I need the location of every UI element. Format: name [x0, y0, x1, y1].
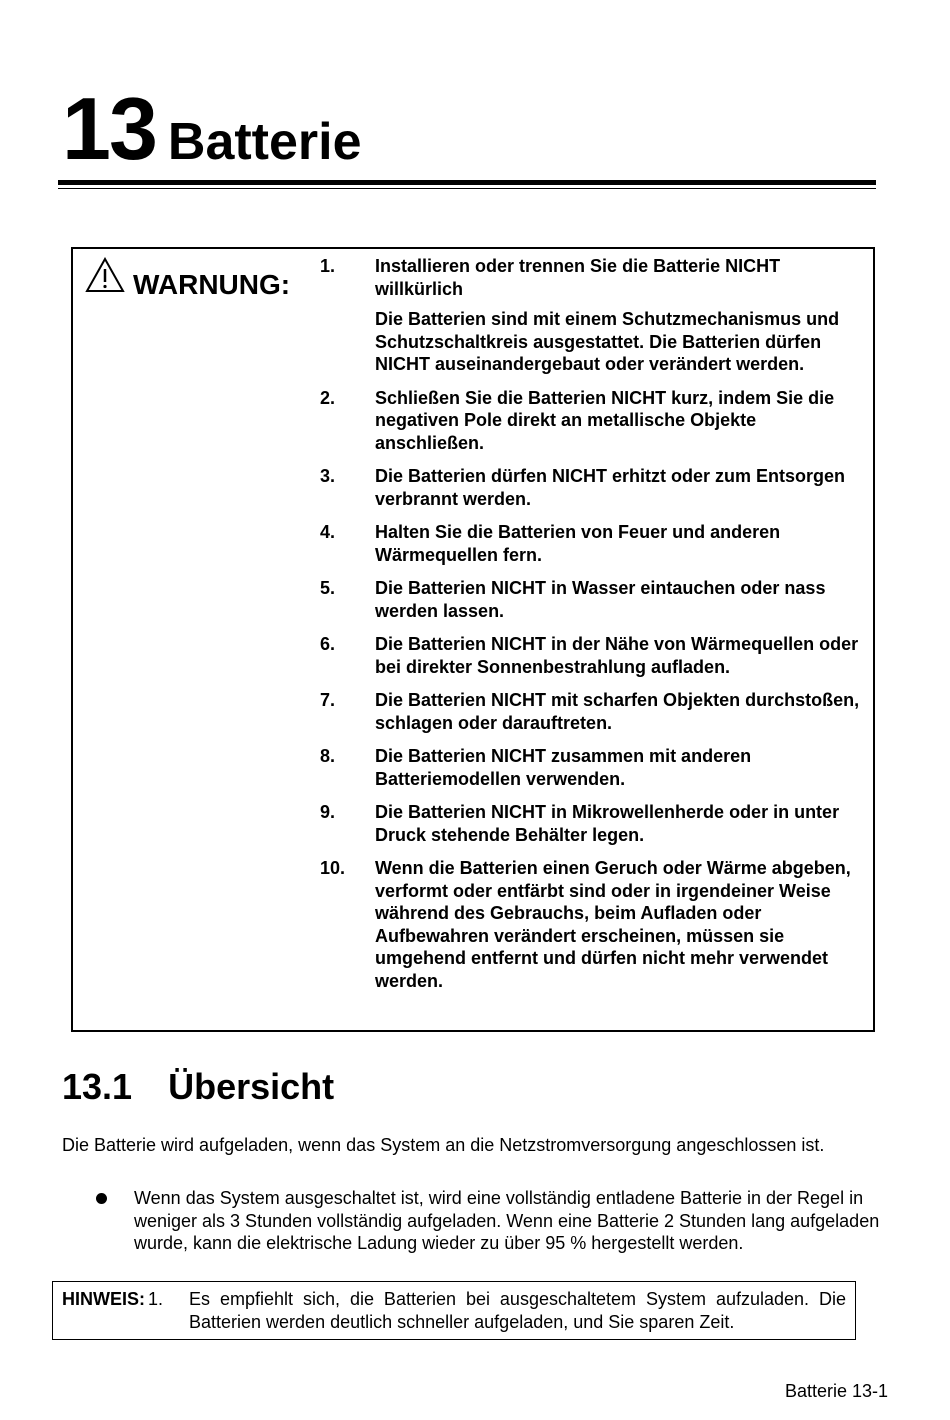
warning-item-text: Die Batterien dürfen NICHT erhitzt oder zum Entsorgen verbrannt werden. — [375, 466, 846, 509]
warning-item-number: 4. — [320, 522, 336, 542]
warning-item-text: Halten Sie die Batterien von Feuer und anderen Wärmequellen fern. — [375, 522, 781, 565]
note-number: 1. — [148, 1289, 164, 1309]
warning-box — [71, 247, 875, 1032]
section-title: Übersicht — [168, 1066, 335, 1107]
warning-item-text: Schließen Sie die Batterien NICHT kurz, indem Sie die negativen Pole direkt an metallische Objekte anschließen. — [375, 387, 835, 453]
warning-item — [320, 255, 860, 376]
warning-item — [320, 745, 860, 790]
intro-paragraph: Die Batterie wird aufgeladen, wenn das System an die Netzstromversorgung angeschlossen ist. — [62, 1135, 825, 1155]
column-divider-tick — [310, 1030, 364, 1031]
warning-item — [320, 577, 860, 622]
chapter-title: Batterie — [167, 113, 362, 171]
warning-item-number: 9. — [320, 802, 336, 822]
warning-item-text: Installieren oder trennen Sie die Batterie NICHT willkürlich — [375, 256, 781, 299]
warning-item-number: 3. — [320, 466, 336, 486]
warning-label — [85, 257, 291, 300]
warning-list — [320, 255, 860, 1003]
warning-triangle-icon — [85, 257, 125, 293]
warning-item-number: 8. — [320, 746, 336, 766]
note-text: Es empfiehlt sich, die Batterien bei ausgeschaltetem System aufzuladen. Die Batterien werden deutlich schneller aufgeladen, und Sie sparen Zeit. — [189, 1289, 846, 1332]
warning-item-number: 7. — [320, 690, 336, 710]
bullet-dot-icon — [96, 1193, 107, 1204]
chapter-number: 13 — [62, 79, 156, 178]
warning-item-text: Die Batterien NICHT in Wasser eintauchen oder nass werden lassen. — [375, 578, 826, 621]
warning-item — [320, 387, 860, 455]
warning-item-text: Die Batterien NICHT in der Nähe von Wärmequellen oder bei direkter Sonnenbestrahlung aufladen. — [375, 634, 859, 677]
warning-item-detail: Die Batterien sind mit einem Schutzmechanismus und Schutzschaltkreis ausgestattet. Die Batterien dürfen NICHT auseinandergebaut oder verändert werden. — [375, 309, 840, 374]
warning-item — [320, 857, 860, 992]
bullet-text: Wenn das System ausgeschaltet ist, wird eine vollständig entladene Batterie in der Regel in weniger als 3 Stunden vollständig aufgeladen. Wenn eine Batterie 2 Stunden lang aufgeladen wurde, kann die elektrische Ladung wieder zu über 95 % hergestellt werden. — [134, 1188, 880, 1253]
warning-item-number: 1. — [320, 256, 336, 276]
warning-item — [320, 465, 860, 510]
note-label: HINWEIS: — [62, 1289, 145, 1309]
heading-rule-thin — [58, 188, 876, 189]
warning-item-number: 6. — [320, 634, 336, 654]
warning-item-number: 10. — [320, 858, 346, 878]
heading-rule-thick — [58, 180, 876, 185]
warning-item-text: Die Batterien NICHT mit scharfen Objekten durchstoßen, schlagen oder darauftreten. — [375, 690, 860, 733]
warning-item — [320, 521, 860, 566]
bullet-item — [96, 1187, 896, 1255]
warning-item-number: 5. — [320, 578, 336, 598]
chapter-heading — [62, 78, 362, 180]
section-heading — [62, 1066, 334, 1108]
warning-item-number: 2. — [320, 387, 336, 408]
note-box — [52, 1281, 856, 1340]
warning-item — [320, 633, 860, 678]
warning-item — [320, 801, 860, 846]
warning-item-text: Die Batterien NICHT zusammen mit anderen Batteriemodellen verwenden. — [375, 746, 752, 789]
warning-item-text: Die Batterien NICHT in Mikrowellenherde oder in unter Druck stehende Behälter legen. — [375, 802, 840, 845]
section-number: 13.1 — [62, 1066, 133, 1107]
warning-item — [320, 689, 860, 734]
warning-item-text: Wenn die Batterien einen Geruch oder Wärme abgeben, verformt oder entfärbt sind oder in irgendeiner Weise während des Gebrauchs, beim Aufladen oder Aufbewahren verändert erscheinen, müssen sie umgehend entfernt und dürfen nicht mehr verwendet werden. — [375, 858, 851, 991]
page-footer: Batterie 13-1 — [784, 1381, 888, 1401]
warning-label-text: WARNUNG: — [133, 269, 291, 300]
